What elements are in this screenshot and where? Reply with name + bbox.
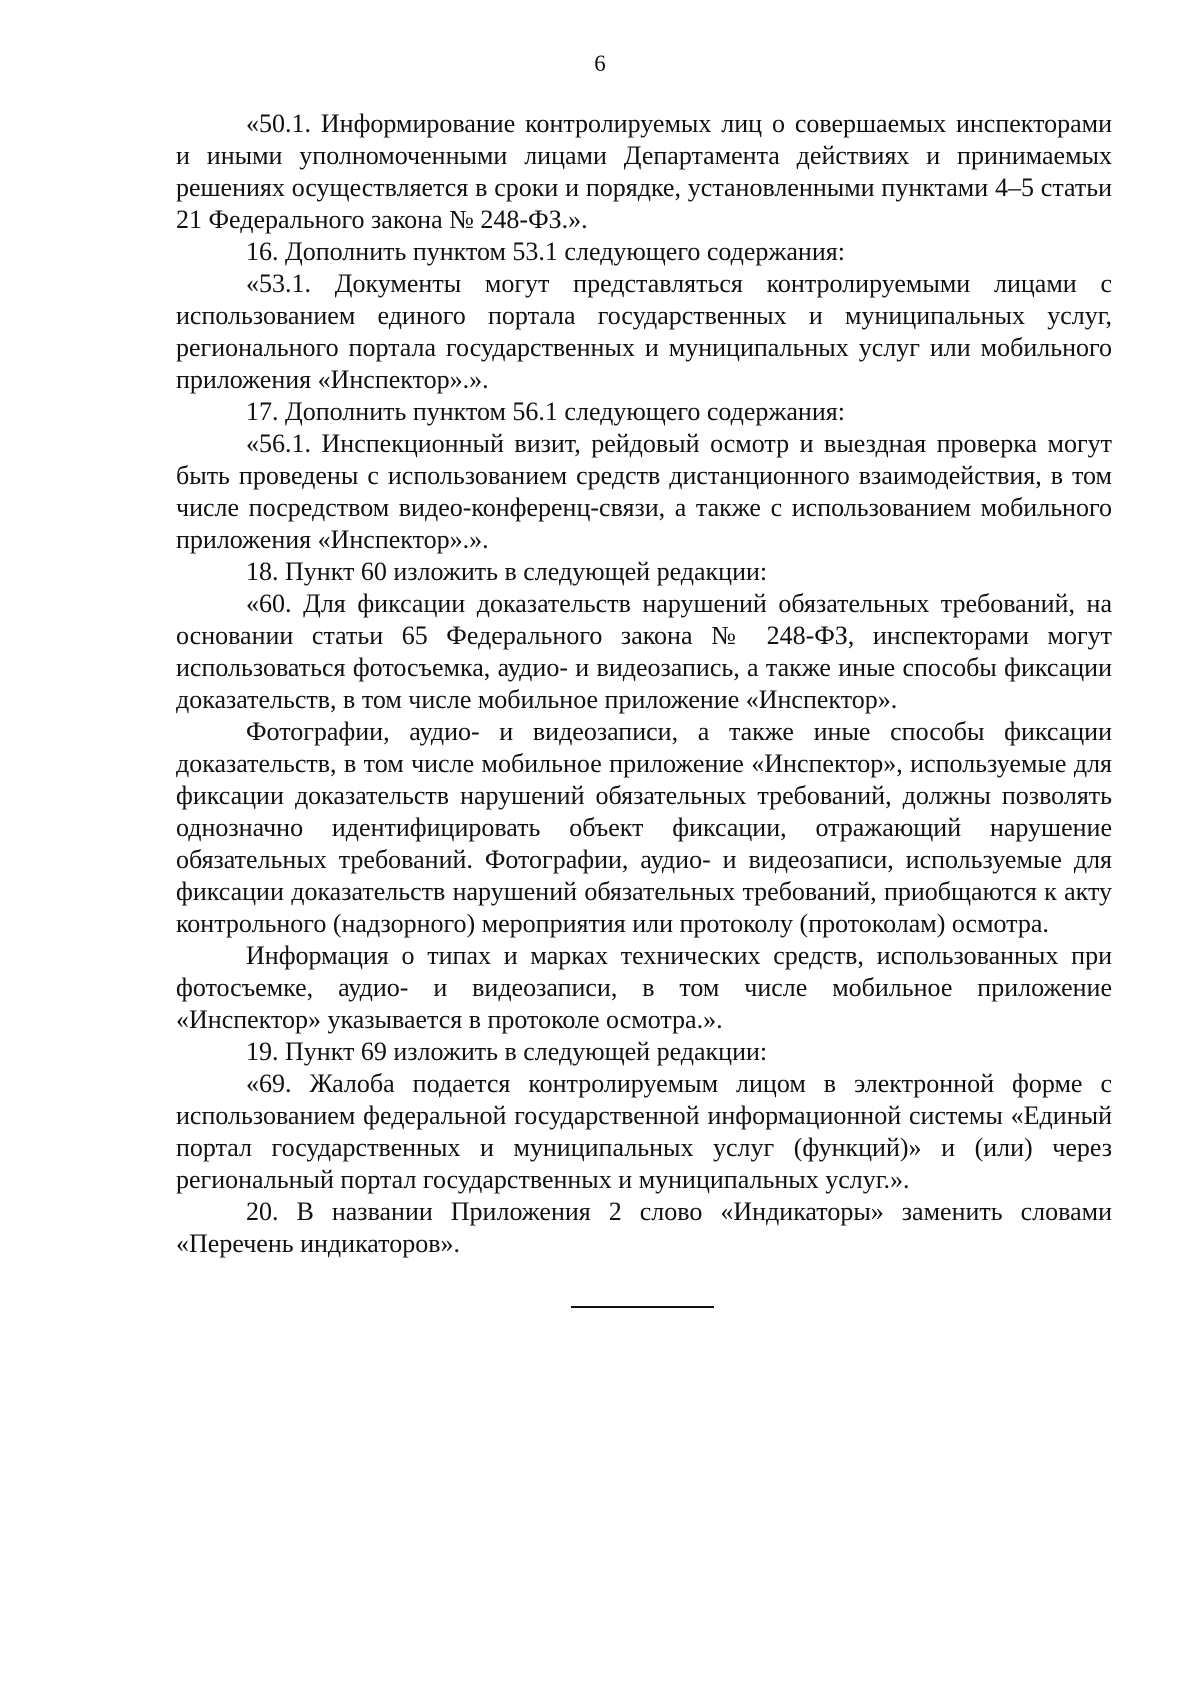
paragraph-69: «69. Жалоба подается контролируемым лицом в электронной форме с использованием федеральной государственной информационной системы «Единый портал государственных и муниципальных услуг (функций)» и (или) через региональный портал государственных и муниципальных услуг.». <box>176 1069 1112 1194</box>
paragraph-19: 19. Пункт 69 изложить в следующей редакции: <box>246 1037 768 1066</box>
paragraph-50-1: «50.1. Информирование контролируемых лиц о совершаемых инспекторами и иными уполномоченными лицами Департамента действиях и принимаемых решениях осуществляется в сроки и порядке, установленными пунктами 4–5 статьи 21 Федерального закона № 248-ФЗ.». <box>176 109 1112 234</box>
paragraph-60: «60. Для фиксации доказательств нарушений обязательных требований, на основании статьи 65 Федерального закона № 248-ФЗ, инспекторами могут использоваться фотосъемка, аудио- и видеозапись, а также иные способы фиксации доказательств, в том числе мобильное приложение «Инспектор». <box>176 589 1112 714</box>
paragraph-17: 17. Дополнить пунктом 56.1 следующего содержания: <box>246 397 845 426</box>
paragraph-16: 16. Дополнить пунктом 53.1 следующего содержания: <box>246 237 845 266</box>
paragraph-20: 20. В названии Приложения 2 слово «Индикаторы» заменить словами «Перечень индикаторов». <box>176 1197 1112 1258</box>
end-divider-line <box>571 1306 714 1308</box>
page-number: 6 <box>594 51 606 76</box>
paragraph-18: 18. Пункт 60 изложить в следующей редакции: <box>246 557 768 586</box>
document-body <box>176 108 1112 1260</box>
paragraph-60-info: Информация о типах и марках технических средств, использованных при фотосъемке, аудио- и видеозаписи, в том числе мобильное приложение «Инспектор» указывается в протоколе осмотра.». <box>176 941 1112 1034</box>
paragraph-53-1: «53.1. Документы могут представляться контролируемыми лицами с использованием единого портала государственных и муниципальных услуг, регионального портала государственных и муниципальных услуг или мобильного приложения «Инспектор».». <box>176 269 1112 394</box>
paragraph-56-1: «56.1. Инспекционный визит, рейдовый осмотр и выездная проверка могут быть проведены с использованием средств дистанционного взаимодействия, в том числе посредством видео-конференц-связи, а также с использованием мобильного приложения «Инспектор».». <box>176 429 1112 554</box>
paragraph-60-photos: Фотографии, аудио- и видеозаписи, а также иные способы фиксации доказательств, в том числе мобильное приложение «Инспектор», используемые для фиксации доказательств нарушений обязательных требований, должны позволять однозначно идентифицировать объект фиксации, отражающий нарушение обязательных требований. Фотографии, аудио- и видеозаписи, используемые для фиксации доказательств нарушений обязательных требований, приобщаются к акту контрольного (надзорного) мероприятия или протоколу (протоколам) осмотра. <box>176 717 1112 938</box>
